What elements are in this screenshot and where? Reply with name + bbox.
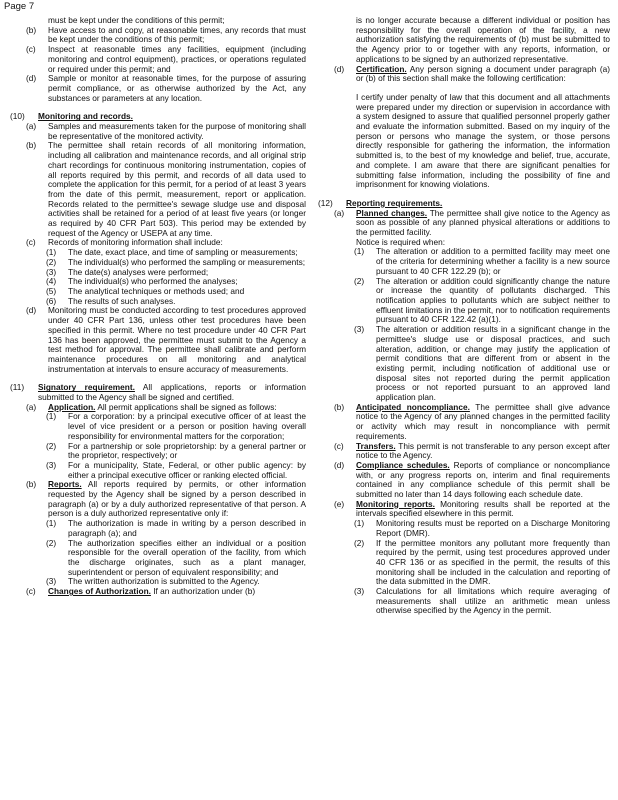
item-12b bbox=[318, 403, 610, 442]
item-text: The individual(s) who performed the sampling or measurements; bbox=[68, 256, 306, 267]
item-text: The alteration or addition to a permitted facility may meet one of the criteria for determining whether a facility is a new source pursuant to 40 CFR 122.29 (b); or bbox=[376, 246, 610, 276]
continued-paragraph: must be kept under the conditions of this permit; bbox=[48, 15, 225, 25]
item-title: Reports. bbox=[48, 479, 82, 490]
list-item bbox=[10, 412, 306, 441]
item-label: (a) bbox=[26, 401, 37, 412]
item-label: (d) bbox=[334, 459, 345, 470]
item-label: (a) bbox=[334, 207, 345, 218]
item-12e bbox=[318, 500, 610, 519]
item-label: (1) bbox=[354, 246, 365, 257]
item-label: (c) bbox=[26, 586, 36, 597]
item-label: (b) bbox=[26, 140, 37, 151]
left-column bbox=[10, 16, 306, 597]
item-text: If an authorization under (b) bbox=[153, 586, 256, 597]
item-label: (1) bbox=[46, 411, 57, 422]
item-text: The date(s) analyses were performed; bbox=[68, 266, 209, 277]
list-item bbox=[10, 519, 306, 538]
list-item bbox=[318, 277, 610, 326]
item-title: Monitoring reports. bbox=[356, 498, 435, 509]
item-text: Sample or monitor at reasonable times, for the purpose of assuring permit compliance, or as otherwise authorized by the Act, any substances or parameters at any location. bbox=[48, 73, 306, 103]
item-text: Samples and measurements taken for the purpose of monitoring shall be representative of the monitored activity. bbox=[48, 121, 306, 141]
item-10a bbox=[10, 122, 306, 141]
section-label: (11) bbox=[10, 382, 25, 393]
item-text: Monitoring results shall be reported at the intervals specified elsewhere in this permit. bbox=[356, 498, 610, 519]
item-label: (2) bbox=[46, 537, 57, 548]
item-10d bbox=[10, 306, 306, 374]
item-text: For a corporation: by a principal executive officer of at least the level of vice president or a person or position having overall responsibility for environmental matters for the corporation; bbox=[68, 411, 306, 441]
item-text: Any person signing a document under paragraph (a) or (b) of this section shall make the following certification: bbox=[356, 63, 610, 84]
item-9c bbox=[10, 45, 306, 74]
item-label: (3) bbox=[46, 266, 57, 277]
item-9d bbox=[10, 74, 306, 103]
item-text: The individual(s) who performed the analyses; bbox=[68, 276, 238, 287]
list-item bbox=[318, 539, 610, 588]
item-text: The authorization is made in writing by a person described in paragraph (a); and bbox=[68, 518, 306, 538]
list-item bbox=[10, 539, 306, 578]
item-text: Have access to and copy, at reasonable times, any records that must be kept under the conditions of this permit; bbox=[48, 24, 306, 45]
list-item bbox=[10, 442, 306, 461]
item-12c bbox=[318, 442, 610, 461]
item-label: (1) bbox=[354, 518, 365, 529]
section-label: (10) bbox=[10, 111, 25, 122]
item-text: All permit applications shall be signed as follows: bbox=[97, 401, 277, 412]
item-11d bbox=[318, 65, 610, 84]
item-text: The authorization specifies either an individual or a position responsible for the overall operation of the facility, from which the discharge originates, such as a plant manager, superintendent or person of equivalent responsibility; and bbox=[68, 537, 306, 577]
item-12d bbox=[318, 461, 610, 500]
item-text: Monitoring must be conducted according to test procedures approved under 40 CFR Part 136, unless other test procedures have been specified in this permit. Where no test procedure under 40 CFR Part 136 has been approved, the permittee must submit to the Agency a test method for approval. The permittee shall calibrate and perform maintenance procedures on all monitoring and analytical instrumentation at intervals to ensure accuracy of measurements. bbox=[48, 305, 306, 374]
item-text: The written authorization is submitted to the Agency. bbox=[68, 576, 260, 587]
item-label: (4) bbox=[46, 276, 57, 287]
item-text: The date, exact place, and time of sampling or measurements; bbox=[68, 247, 298, 258]
list-item bbox=[318, 325, 610, 403]
item-label: (3) bbox=[354, 586, 365, 597]
list-item bbox=[10, 461, 306, 480]
item-label: (3) bbox=[46, 459, 57, 470]
section-title: Reporting requirements. bbox=[346, 197, 443, 208]
item-title: Compliance schedules. bbox=[356, 459, 450, 470]
item-label: (c) bbox=[334, 440, 344, 451]
list-item bbox=[318, 519, 610, 538]
item-text: The permittee shall give advance notice to the Agency of any planned changes in the permitted facility or activity which may result in noncompliance with permit requirements. bbox=[356, 401, 611, 441]
item-label: (1) bbox=[46, 518, 57, 529]
item-label: (b) bbox=[334, 401, 345, 412]
item-11b bbox=[10, 480, 306, 519]
item-text: If the permittee monitors any pollutant more frequently than required by the permit, using test procedures approved under 40 CFR 136 or as specified in the permit, the results of this monitoring shall be included in the calculation and reporting of the data submitted in the DMR. bbox=[376, 537, 610, 587]
item-label: (e) bbox=[334, 498, 345, 509]
item-text: The alteration or addition could significantly change the nature or increase the quantity of pollutants discharged. This notification applies to pollutants which are subject neither to effluent limitations in the permit, nor to notification requirements pursuant to 40 CFR 122.42 (a)(1). bbox=[376, 275, 610, 325]
item-text: Calculations for all limitations which require averaging of measurements shall utilize an arithmetic mean unless otherwise specified by the Agency in the permit. bbox=[376, 586, 610, 616]
item-title: Certification. bbox=[356, 63, 407, 74]
right-column bbox=[318, 16, 610, 616]
item-title: Planned changes. bbox=[356, 207, 428, 218]
section-title: Signatory requirement. bbox=[38, 382, 135, 393]
section-text: All applications, reports or information submitted to the Agency shall be signed and certified. bbox=[38, 382, 306, 403]
item-text: The alteration or addition results in a significant change in the permittee's sludge use or disposal practices, and such alteration, addition, or change may justify the application of permit conditions that are different from or absent in the existing permit, including notification of additional use or disposal sites not reported during the permit application process or not reported pursuant to an approved land application plan. bbox=[376, 324, 610, 403]
item-label: (5) bbox=[46, 285, 57, 296]
list-item bbox=[318, 247, 610, 276]
item-label: (6) bbox=[46, 295, 57, 306]
item-text: The results of such analyses. bbox=[68, 295, 176, 306]
item-label: (c) bbox=[26, 44, 36, 55]
item-label: (2) bbox=[354, 537, 365, 548]
item-text: The permittee shall give notice to the Agency as soon as possible of any planned physical alterations or additions to the permitted facility. bbox=[356, 207, 611, 238]
item-label: (b) bbox=[26, 479, 37, 490]
item-title: Changes of Authorization. bbox=[48, 586, 151, 597]
item-text: Inspect at reasonable times any facilities, equipment (including monitoring and control equipment), practices, or operations regulated or required under this permit; and bbox=[48, 44, 306, 74]
item-label: (c) bbox=[26, 237, 36, 248]
notice-line: Notice is required when: bbox=[356, 236, 446, 247]
item-label: (2) bbox=[46, 256, 57, 267]
page-label: Page 7 bbox=[4, 1, 35, 12]
item-label: (2) bbox=[354, 275, 365, 286]
item-text: For a municipality, State, Federal, or other public agency: by either a principal executive officer or ranking elected official. bbox=[68, 459, 306, 480]
section-label: (12) bbox=[318, 197, 333, 208]
item-10b bbox=[10, 141, 306, 238]
continued-paragraph: is no longer accurate because a different individual or position has responsibility for the overall operation of the facility, a new authorization satisfying the requirements of (b) must be submitted to the Agency prior to or together with any reports, information, or applications to be signed by an authorized representative. bbox=[356, 15, 610, 64]
item-text: This permit is not transferable to any person except after notice to the Agency. bbox=[356, 440, 610, 461]
item-title: Transfers. bbox=[356, 440, 396, 451]
item-text: Records of monitoring information shall include: bbox=[48, 237, 223, 248]
item-label: (1) bbox=[46, 247, 57, 258]
item-label: (3) bbox=[46, 576, 57, 587]
item-label: (2) bbox=[46, 440, 57, 451]
item-text: Monitoring results must be reported on a Discharge Monitoring Report (DMR). bbox=[376, 518, 610, 538]
item-text: For a partnership or sole proprietorship: by a general partner or the proprietor, respectively; or bbox=[68, 440, 306, 461]
item-label: (d) bbox=[26, 73, 37, 84]
certification-statement: I certify under penalty of law that this document and all attachments were prepared under my direction or supervision in accordance with a system designed to assure that qualified personnel properly gather and evaluate the information submitted. Based on my inquiry of the person or persons who manage the system, or those persons directly responsible for gathering the information, the information submitted is, to the best of my knowledge and belief, true, accurate, and complete. I am aware that there are significant penalties for submitting false information, including the possibility of fine and imprisonment for knowing violations. bbox=[356, 91, 610, 190]
list-item bbox=[318, 587, 610, 616]
item-label: (3) bbox=[354, 324, 365, 335]
section-11-heading bbox=[10, 383, 306, 402]
item-text: All reports required by permits, or other information requested by the Agency shall be signed by a person described in paragraph (a) or by a duly authorized representative of that person. A person is a duly authorized representative only if: bbox=[48, 479, 306, 519]
item-title: Application. bbox=[48, 401, 96, 412]
item-text: The permittee shall retain records of all monitoring information, including all calibration and maintenance records, and all original strip chart recordings for continuous monitoring instrumentation, copies of all reports required by this permit, and records of all data used to complete the application for this permit, for a period of at least 3 years from the date of this permit, measurement, report or application. Records related to the permittee's sewage sludge use and disposal activities shall be retained for a period of at least five years (or longer as required by 40 CFR Part 503). This period may be extended by request of the Agency or USEPA at any time. bbox=[48, 140, 306, 238]
section-title: Monitoring and records. bbox=[38, 111, 133, 122]
item-label: (d) bbox=[334, 63, 345, 74]
item-label: (d) bbox=[26, 305, 37, 316]
item-label: (a) bbox=[26, 121, 37, 132]
item-9b bbox=[10, 26, 306, 45]
item-label: (b) bbox=[26, 24, 37, 35]
item-text: Reports of compliance or noncompliance with, or any progress reports on, interim and final requirements contained in any compliance schedule of this permit shall be submitted no later than 14 days following each schedule date. bbox=[356, 459, 610, 500]
item-11c bbox=[10, 587, 306, 597]
item-title: Anticipated noncompliance. bbox=[356, 401, 470, 412]
item-text: The analytical techniques or methods used; and bbox=[68, 285, 245, 296]
item-12a bbox=[318, 209, 610, 238]
